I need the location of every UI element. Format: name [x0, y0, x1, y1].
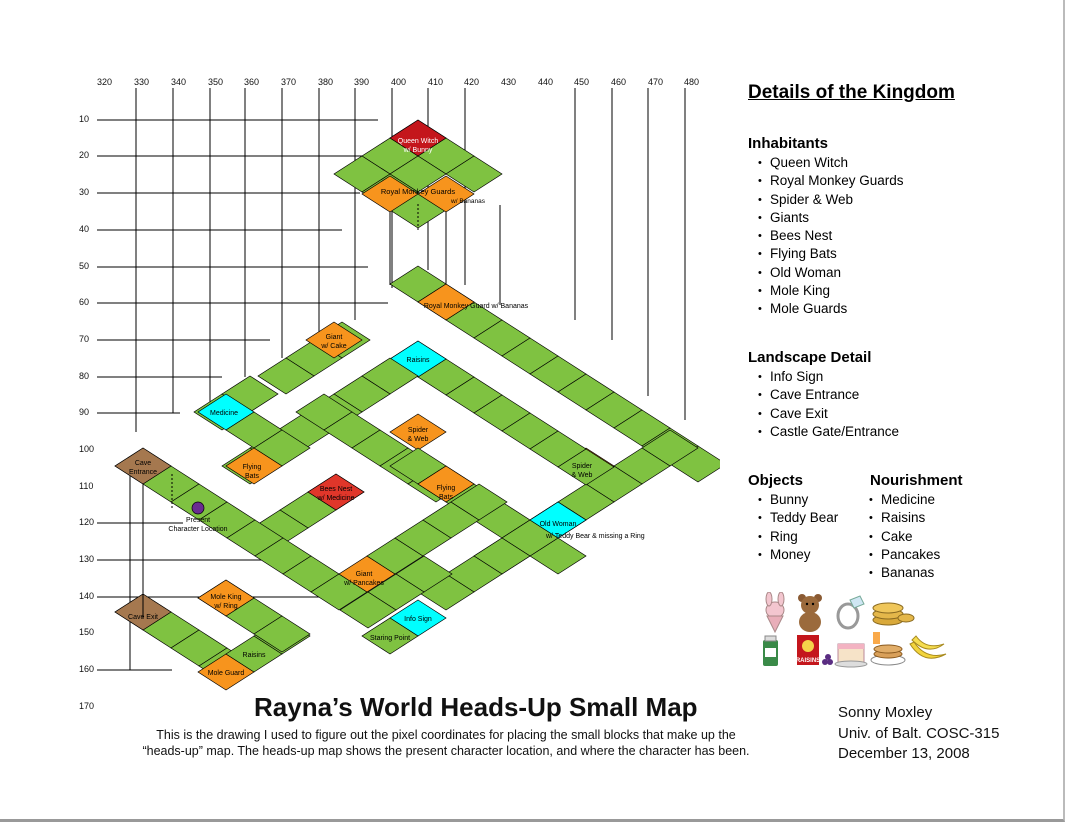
caption-line: “heads-up” map. The heads-up map shows the present character location, and where the character has been. [142, 744, 750, 758]
map-caption [96, 727, 796, 759]
map-label: w/ Pancakes [344, 580, 384, 587]
column-label: 480 [684, 77, 700, 87]
money-icon [873, 603, 914, 625]
row-label: 130 [79, 554, 95, 564]
kingdom-details-title: Details of the Kingdom [748, 82, 955, 103]
row-label: 170 [79, 701, 95, 711]
column-label: 470 [648, 77, 664, 87]
column-label: 410 [428, 77, 444, 87]
list-item: • Teddy Bear [770, 509, 838, 527]
nourishment-list [870, 491, 963, 582]
list-item: • Cake [881, 528, 963, 546]
raisins-box-text: RAISINS [795, 658, 821, 664]
list-item: • Pancakes [881, 546, 963, 564]
map-label: Present [185, 517, 211, 524]
column-label: 340 [171, 77, 187, 87]
page-title: Rayna’s World Heads-Up Small Map [254, 692, 698, 722]
grapes-icon [822, 654, 833, 665]
list-item: • Mole King [770, 282, 904, 300]
landscape-section [748, 349, 899, 441]
map-label: Bees Nest [319, 486, 353, 493]
row-label: 140 [79, 591, 95, 601]
column-label: 460 [611, 77, 627, 87]
row-label: 30 [79, 187, 90, 197]
column-label: 330 [134, 77, 150, 87]
map-label: Cave Exit [128, 614, 158, 621]
inhabitants-section [748, 135, 904, 319]
medicine-icon [763, 636, 778, 666]
author-block [838, 703, 999, 765]
column-label: 440 [538, 77, 554, 87]
author-date: December 13, 2008 [838, 745, 970, 762]
list-item: • Cave Entrance [770, 386, 899, 404]
author-name: Sonny Moxley [838, 704, 933, 721]
list-item: • Castle Gate/Entrance [770, 423, 899, 441]
map-label: Character Location [168, 526, 228, 533]
map-label: w/ Ring [214, 603, 238, 610]
map-label: & Web [571, 472, 593, 479]
map-label: Spider [571, 463, 593, 470]
map-label: Raisins [406, 357, 430, 364]
row-label: 110 [79, 481, 94, 491]
column-label: 420 [464, 77, 480, 87]
bunny-icon [766, 592, 784, 632]
author-course: Univ. of Balt. COSC-315 [838, 724, 1000, 742]
list-item: • Royal Monkey Guards [770, 172, 904, 190]
landscape-heading: Landscape Detail [748, 349, 872, 366]
map-label: Spider [407, 427, 429, 434]
row-label: 40 [79, 224, 90, 234]
row-label: 150 [79, 627, 95, 637]
map-label: Medicine [209, 410, 239, 417]
list-item: • Ring [770, 528, 838, 546]
list-item: • Mole Guards [770, 300, 904, 318]
row-label: 90 [79, 407, 90, 417]
map-label: Staring Point [369, 635, 411, 642]
map-label: Old Woman [539, 521, 577, 528]
bananas-icon [910, 636, 946, 658]
column-label: 390 [354, 77, 370, 87]
map-label: Mole Guard [207, 670, 245, 677]
map-label: Flying [436, 485, 456, 492]
column-label: 320 [97, 77, 113, 87]
row-label: 60 [79, 297, 90, 307]
row-label: 80 [79, 371, 90, 381]
objects-heading: Objects [748, 472, 804, 489]
objects-section [748, 472, 838, 564]
map-label: Mole King [210, 594, 242, 601]
row-label: 70 [79, 334, 90, 344]
pancakes-icon [871, 632, 905, 665]
list-item: • Bees Nest [770, 227, 904, 245]
character-location-marker [192, 502, 204, 514]
column-label: 350 [208, 77, 224, 87]
row-label: 100 [79, 444, 95, 454]
map-label: Queen Witch [397, 138, 439, 145]
map-label: w/ Bunny [403, 147, 433, 154]
map-label: w/ Medicine [317, 495, 355, 502]
list-item: • Bunny [770, 491, 838, 509]
column-label: 450 [574, 77, 590, 87]
row-label: 50 [79, 261, 90, 271]
nourishment-section [870, 472, 963, 582]
map-label: Bats [244, 473, 260, 480]
row-label: 120 [79, 517, 95, 527]
column-label: 430 [501, 77, 517, 87]
objects-list [748, 491, 838, 564]
ring-icon [838, 596, 864, 628]
row-label: 10 [79, 114, 90, 124]
caption-line: This is the drawing I used to figure out the pixel coordinates for placing the small blocks that make up the [156, 728, 736, 742]
list-item: • Flying Bats [770, 245, 904, 263]
raisins-icon [796, 635, 820, 665]
map-label: Entrance [128, 469, 158, 476]
list-item: • Old Woman [770, 264, 904, 282]
column-label: 360 [244, 77, 260, 87]
map-label: Giant [355, 571, 373, 578]
map-label: Cave [134, 460, 152, 467]
list-item: • Medicine [881, 491, 963, 509]
inhabitants-list [748, 154, 904, 319]
map-label: Raisins [242, 652, 266, 659]
map-label: Bats [438, 494, 454, 501]
list-item: • Queen Witch [770, 154, 904, 172]
map-label: & Web [407, 436, 429, 443]
row-label: 20 [79, 150, 90, 160]
list-item: • Money [770, 546, 838, 564]
map-label: w/ Cake [321, 343, 347, 350]
list-item: • Info Sign [770, 368, 899, 386]
row-label: 160 [79, 664, 95, 674]
list-item: • Bananas [881, 564, 963, 582]
list-item: • Raisins [881, 509, 963, 527]
inhabitants-heading: Inhabitants [748, 135, 829, 152]
map-label: Royal Monkey Guard w/ Bananas [423, 303, 529, 310]
map-label: w/ Bananas [451, 198, 485, 205]
sidebar-title [748, 82, 955, 104]
nourishment-heading: Nourishment [870, 472, 963, 489]
list-item: • Spider & Web [770, 191, 904, 209]
map-label: Giant [325, 334, 343, 341]
item-icons [758, 592, 948, 672]
teddy-bear-icon [798, 594, 822, 632]
map-label: Flying [242, 464, 262, 471]
column-label: 370 [281, 77, 297, 87]
cake-icon [835, 644, 867, 667]
map-label: Royal Monkey Guards [380, 187, 456, 196]
landscape-list [748, 368, 899, 441]
map-label: w/ Teddy Bear & missing a Ring [546, 533, 645, 540]
column-label: 380 [318, 77, 334, 87]
list-item: • Giants [770, 209, 904, 227]
list-item: • Cave Exit [770, 405, 899, 423]
column-label: 400 [391, 77, 407, 87]
map-label: Info Sign [404, 616, 432, 623]
